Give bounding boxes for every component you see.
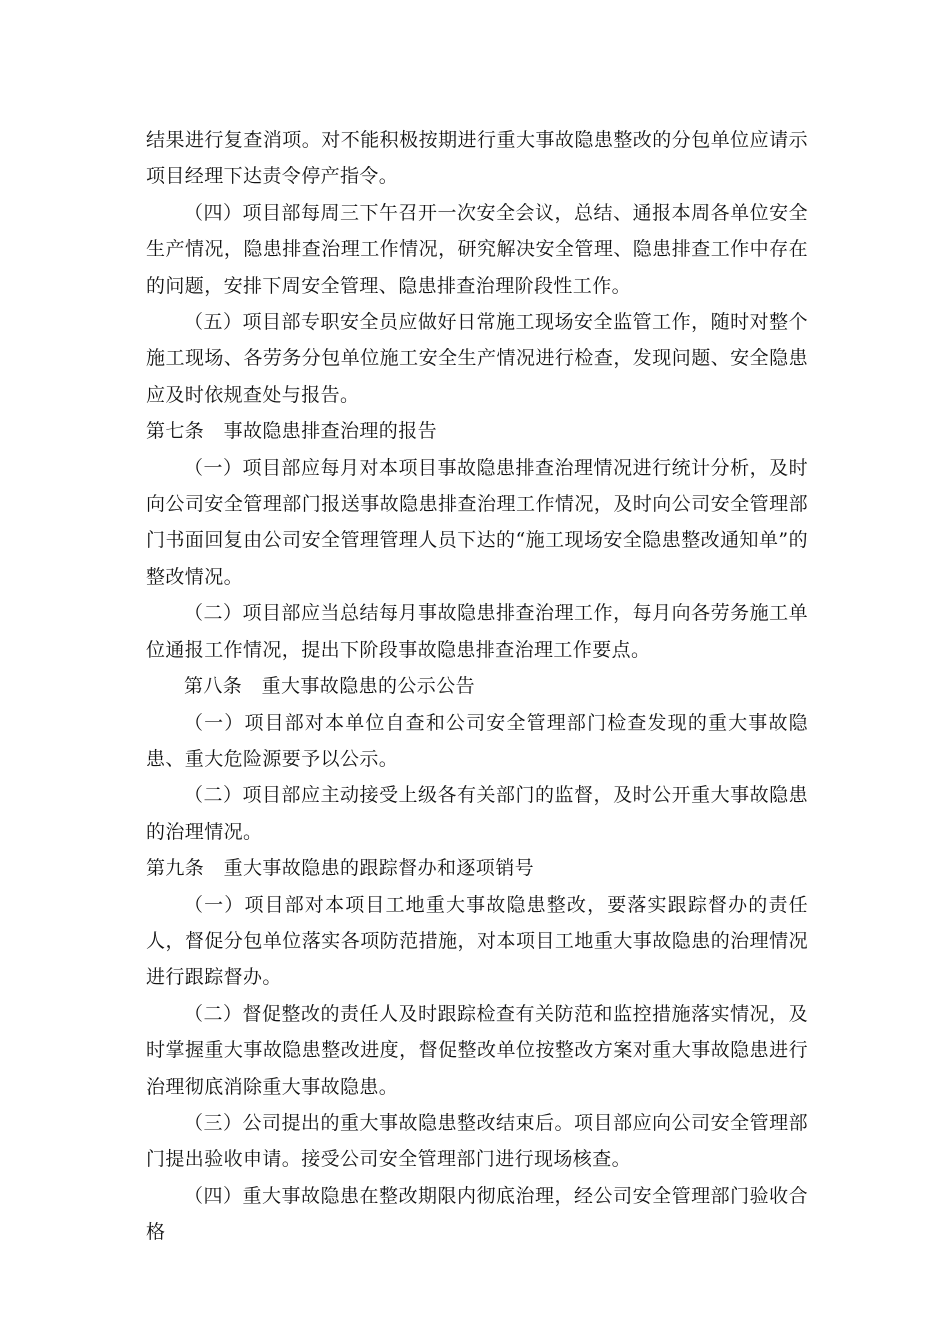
paragraph: （五）项目部专职安全员应做好日常施工现场安全监管工作，随时对整个施工现场、各劳务分包单位施工安全生产情况进行检查，发现问题、安全隐患应及时依规查处与报告。 bbox=[146, 311, 808, 406]
paragraph: 结果进行复查消项。对不能积极按期进行重大事故隐患整改的分包单位应请示项目经理下达责令停产指令。 bbox=[146, 129, 808, 188]
paragraph: （三）公司提出的重大事故隐患整改结束后。项目部应向公司安全管理部门提出验收申请。接受公司安全管理部门进行现场核查。 bbox=[146, 1111, 808, 1171]
paragraph: （一）项目部应每月对本项目事故隐患排查治理情况进行统计分析，及时向公司安全管理部门报送事故隐患排查治理工作情况，及时向公司安全管理部门书面回复由公司安全管理管理人员下达的“施工现场安全隐患整改通知单”的整改情况。 bbox=[146, 456, 808, 588]
paragraph: （二）项目部应主动接受上级各有关部门的监督，及时公开重大事故隐患的治理情况。 bbox=[146, 784, 808, 843]
document-page bbox=[146, 122, 808, 1251]
paragraph: （二）督促整改的责任人及时跟踪检查有关防范和监控措施落实情况，及时掌握重大事故隐患整改进度，督促整改单位按整改方案对重大事故隐患进行治理彻底消除重大事故隐患。 bbox=[146, 1002, 808, 1098]
article-heading: 第八条 重大事故隐患的公示公告 bbox=[184, 675, 476, 698]
article-heading: 第九条 重大事故隐患的跟踪督办和逐项销号 bbox=[146, 857, 535, 880]
paragraph: （四）项目部每周三下午召开一次安全会议，总结、通报本周各单位安全生产情况，隐患排查治理工作情况，研究解决安全管理、隐患排查工作中存在的问题，安排下周安全管理、隐患排查治理阶段性工作。 bbox=[146, 201, 808, 297]
paragraph: （一）项目部对本项目工地重大事故隐患整改，要落实跟踪督办的责任人，督促分包单位落实各项防范措施，对本项目工地重大事故隐患的治理情况进行跟踪督办。 bbox=[146, 893, 808, 989]
paragraph: （一）项目部对本单位自查和公司安全管理部门检查发现的重大事故隐患、重大危险源要予以公示。 bbox=[146, 711, 808, 770]
paragraph: （四）重大事故隐患在整改期限内彻底治理，经公司安全管理部门验收合格 bbox=[146, 1184, 808, 1244]
paragraph: （二）项目部应当总结每月事故隐患排查治理工作，每月向各劳务施工单位通报工作情况，提出下阶段事故隐患排查治理工作要点。 bbox=[146, 602, 808, 661]
article-heading: 第七条 事故隐患排查治理的报告 bbox=[146, 420, 438, 443]
